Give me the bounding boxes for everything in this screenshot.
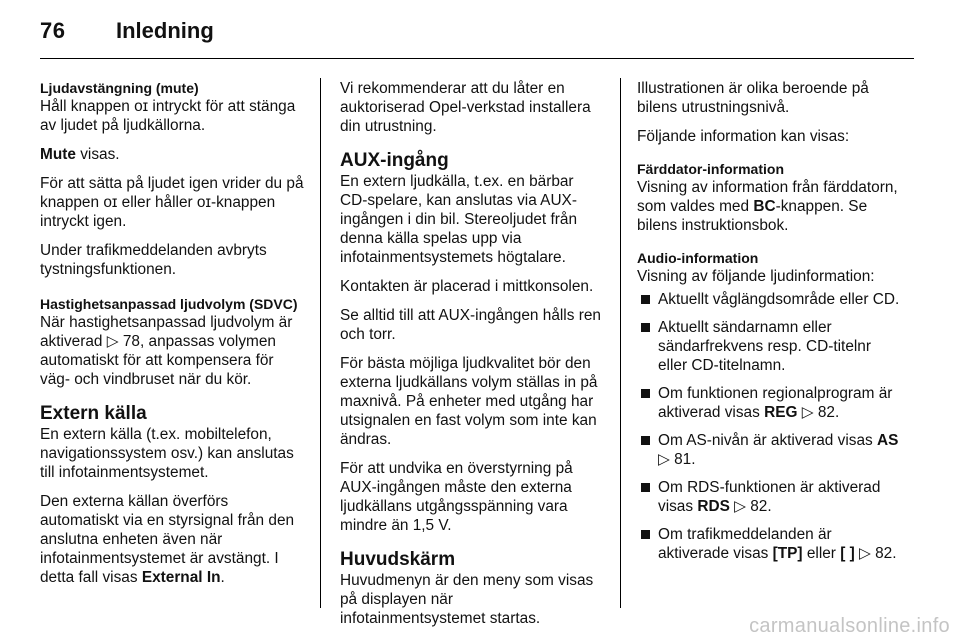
bullet-icon [641, 295, 650, 304]
section-heading-audio: Audio-information [637, 250, 759, 266]
paragraph: Visning av följande ljudinformation: [637, 268, 875, 285]
paragraph-text: Visning av information från färddatorn, som valdes med [637, 179, 898, 215]
section-heading-trip-computer: Färddator-information [637, 161, 784, 177]
list-item-text: Om AS-nivån är aktiverad visas [658, 432, 877, 449]
bullet-icon [641, 530, 650, 539]
list-item-text: Om funktionen regionalprogram är aktiverad visas [658, 385, 893, 421]
paragraph: Illustrationen är olika beroende på bilens utrustningsnivå. [637, 80, 869, 116]
paragraph: En extern ljudkälla, t.ex. en bärbar CD-spelare, kan anslutas via AUX-ingången i din bil. Stereoljudet från denna källa spelas upp via infotainmentsystemets högtalare. [340, 173, 578, 266]
list-item-text: Aktuellt sändarnamn eller sändarfrekvens resp. CD-titelnr eller CD-titelnamn. [658, 319, 871, 374]
list-item-text: eller [802, 545, 841, 562]
column-1 [40, 79, 304, 597]
paragraph: För att undvika en överstyrning på AUX-ingången måste den externa ljudkällans utgångsspänning vara mindre än 1,5 V. [340, 460, 573, 534]
paragraph: När hastighetsanpassad ljudvolym är aktiverad ▷ 78, anpassas volymen automatiskt för att kompensera för väg- och vindbruset när du kör. [40, 314, 293, 388]
column-divider [320, 78, 321, 608]
list-item [637, 478, 901, 516]
paragraph: Kontakten är placerad i mittkonsolen. [340, 278, 594, 295]
display-text: RDS [697, 498, 730, 515]
column-3 [637, 79, 901, 572]
paragraph: Under trafikmeddelanden avbryts tystningsfunktionen. [40, 242, 267, 278]
list-item-text: Om RDS-funktionen är aktiverad visas [658, 479, 881, 515]
list-item [637, 290, 901, 309]
paragraph-text: . [220, 569, 225, 586]
column-2 [340, 79, 602, 638]
paragraph: En extern källa (t.ex. mobiltelefon, navigationssystem osv.) kan anslutas till infotainmentsystemet. [40, 426, 294, 481]
paragraph-text: -knappen. Se bilens instruktionsbok. [637, 198, 868, 234]
audio-info-list [637, 290, 901, 563]
display-text: [ ] [840, 545, 855, 562]
page-reference: ▷ 82. [797, 404, 840, 421]
list-item-text: Aktuellt våglängdsområde eller CD. [658, 291, 900, 308]
section-heading-aux: AUX-ingång [340, 150, 449, 171]
button-name: BC [753, 198, 776, 215]
page-reference: ▷ 81. [658, 451, 696, 468]
paragraph: Håll knappen ᴏɪ intryckt för att stänga av ljudet på ljudkällorna. [40, 98, 296, 134]
section-heading-sdvc: Hastighetsanpassad ljudvolym (SDVC) [40, 296, 298, 312]
display-text: [TP] [772, 545, 803, 562]
paragraph [637, 178, 901, 235]
bullet-icon [641, 323, 650, 332]
paragraph: Följande information kan visas: [637, 128, 850, 145]
paragraph [40, 492, 304, 587]
list-item [637, 318, 901, 375]
display-text: REG [764, 404, 798, 421]
list-item [637, 384, 901, 422]
bullet-icon [641, 483, 650, 492]
page-title: Inledning [116, 18, 214, 43]
display-text: AS [876, 432, 899, 449]
list-item-text: Om trafikmeddelanden är aktiverade visas [658, 526, 832, 562]
watermark: carmanualsonline.info [749, 615, 950, 637]
paragraph-text: visas. [75, 146, 120, 163]
paragraph: För bästa möjliga ljudkvalitet bör den externa ljudkällans volym ställas in på maxnivå. På enheter med utgång har utsignalen en fast volym som inte kan ändras. [340, 355, 598, 448]
section-heading-mute: Ljudavstängning (mute) [40, 80, 199, 96]
paragraph: För att sätta på ljudet igen vrider du på knappen ᴏɪ eller håller ᴏɪ-knappen intryckt igen. [40, 175, 304, 230]
page-number: 76 [40, 18, 66, 43]
header-rule [40, 58, 914, 59]
paragraph: Vi rekommenderar att du låter en auktoriserad Opel-verkstad installera din utrustning. [340, 80, 591, 135]
bullet-icon [641, 389, 650, 398]
paragraph: Se alltid till att AUX-ingången hålls ren och torr. [340, 307, 601, 343]
bullet-icon [641, 436, 650, 445]
list-item [637, 525, 901, 563]
display-text: External In [141, 569, 221, 586]
paragraph [40, 145, 304, 164]
paragraph: Huvudmenyn är den meny som visas på displayen när infotainmentsystemet startas. [340, 572, 594, 627]
section-heading-main-screen: Huvudskärm [340, 549, 456, 570]
page-reference: ▷ 82. [854, 545, 897, 562]
section-heading-extern: Extern källa [40, 403, 147, 424]
column-divider [620, 78, 621, 608]
paragraph-text: Den externa källan överförs automatiskt via en styrsignal från den anslutna enheten även när infotainmentsystemet är avstängt. I detta fall visas [40, 493, 295, 586]
list-item [637, 431, 901, 469]
display-text: Mute [40, 146, 76, 163]
page-reference: ▷ 82. [729, 498, 772, 515]
